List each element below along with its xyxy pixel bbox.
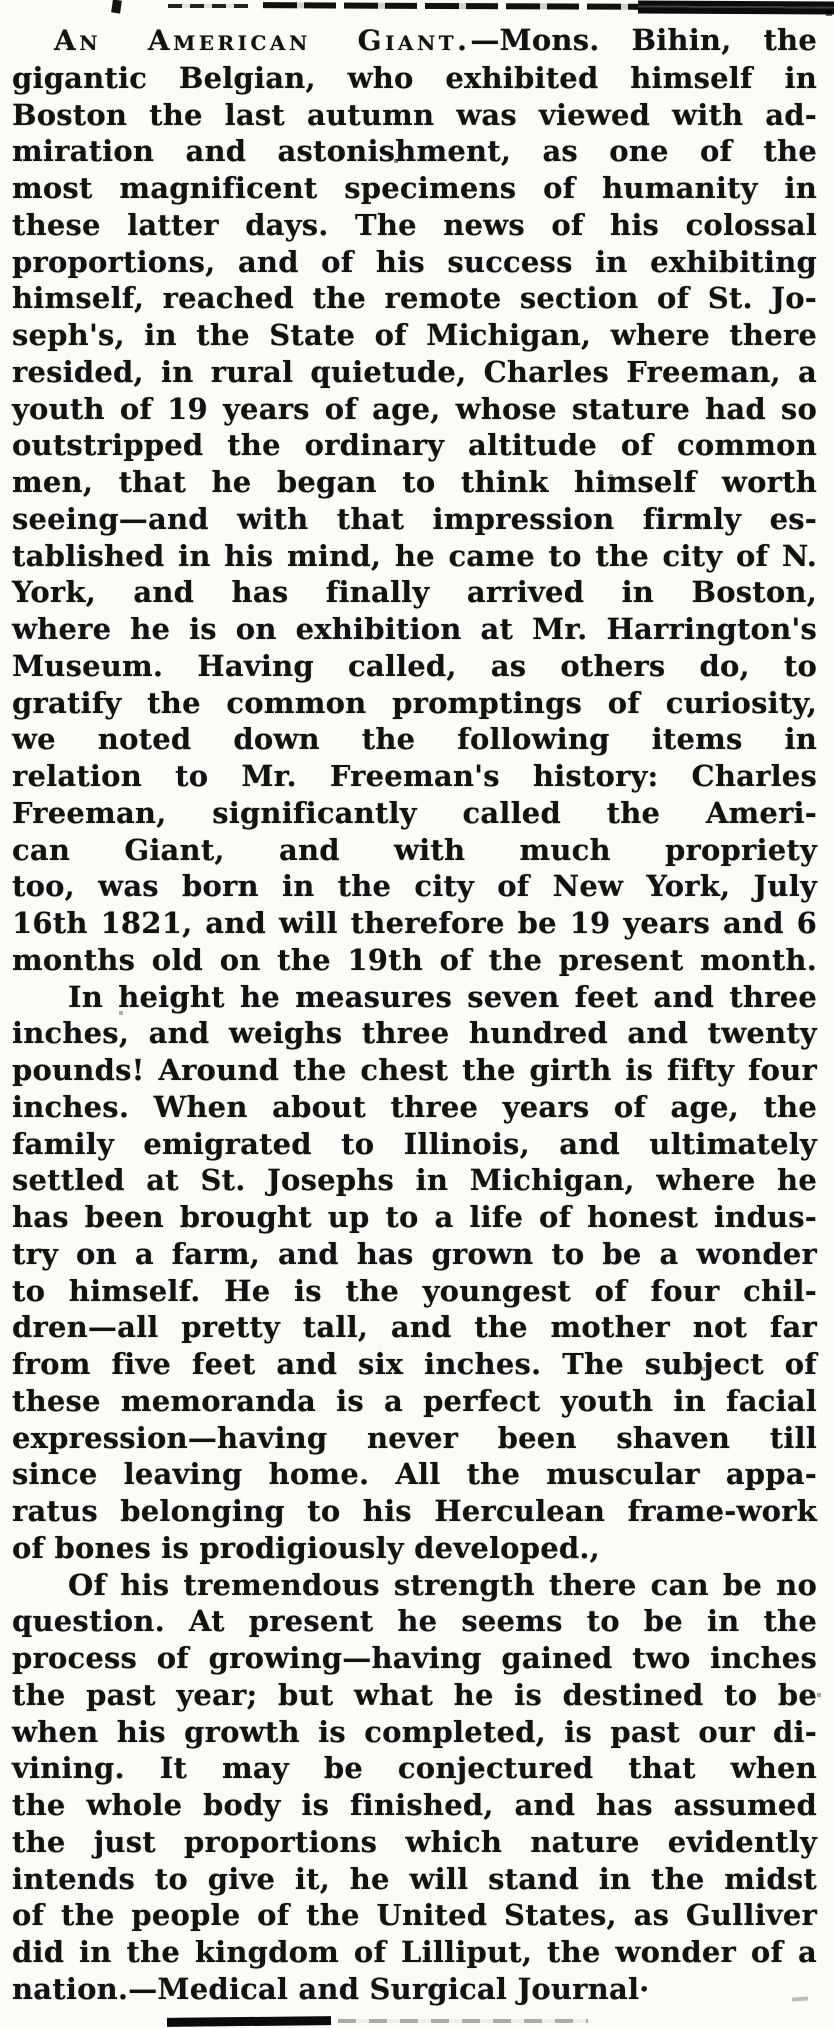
attribution-prefix: nation.— (12, 1971, 158, 2006)
thick-rule-segment (638, 0, 834, 14)
attribution-source: Medical and Surgical Journal· (157, 1971, 650, 2006)
next-item-separator (0, 1996, 834, 2028)
article-headline: An American Giant. (54, 24, 471, 57)
headline-line (12, 22, 817, 60)
paragraph-3 (12, 1567, 817, 2008)
faint-separator-trail (338, 2019, 588, 2023)
scan-noise (0, 0, 2, 2)
paragraph-3-body: Of his tremendous strength there can be no question. At present he seems to be in the process of growing—having gained two inches the past year; but what he is destined to be when his growth is completed, is past our di- vining. It may be conjectured that when the whole body is finished, and has assumed the just proportions which nature evidently intends to give it, he will stand in the midst of the people of the United States, as Gulliver did in the kingdom of Lilliput, the wonder of a (12, 1567, 817, 1969)
headline-continuation: —Mons. Bihin, the (470, 23, 817, 57)
paragraph-1-body: gigantic Belgian, who exhibited himself in Boston the last autumn was viewed with ad- miration and astonishment, as one of the most magnificent specimens of humanity in these latter days. The news of his colossal proportions, and of his success in exhibiting himself, reached the remote section of St. Jo- seph's, in the State of Michigan, where there resided, in rural quietude, Charles Freeman, a youth of 19 years of age, whose stature had so outstripped the ordinary altitude of common men, that he began to think himself worth seeing—and with that impression firmly es- tablished in his mind, he came to the city of N. York, and has finally arrived in Boston, where he is on exhibition at Mr. Harrington's Museum. Having called, as others do, to gratify the common promptings of curiosity, we noted down the following items in relation to Mr. Freeman's history: Charles Freeman, significantly called the Ameri- can Giant, and with much propriety too, was born in the city of New York, July 16th 1821, and will therefore be 19 years and 6 months old on the 19th of the present month. (12, 60, 817, 977)
thick-separator-bar (167, 2016, 331, 2027)
ink-tick (111, 0, 122, 14)
ink-fleck (792, 1996, 808, 2001)
broken-rule-line (263, 2, 638, 10)
paragraph-1 (12, 22, 817, 979)
column-top-rule (0, 0, 834, 22)
paragraph-2 (12, 979, 817, 1567)
paragraph-2-body: In height he measures seven feet and three inches, and weighs three hundred and twenty pounds! Around the chest the girth is fifty four inches. When about three years of age, the family emigrated to Illinois, and ultimately settled at St. Josephs in Michigan, where he has been brought up to a life of honest indus- try on a farm, and has grown to be a wonder to himself. He is the youngest of four chil- dren—all pretty tall, and the mother not far from five feet and six inches. The subject of these memoranda is a perfect youth in facial expression—having never been shaven till since leaving home. All the muscular appa- ratus belonging to his Herculean frame-work of bones is prodigiously developed., (12, 979, 817, 1565)
broken-rule-start (168, 4, 248, 8)
article-body (12, 22, 817, 2008)
